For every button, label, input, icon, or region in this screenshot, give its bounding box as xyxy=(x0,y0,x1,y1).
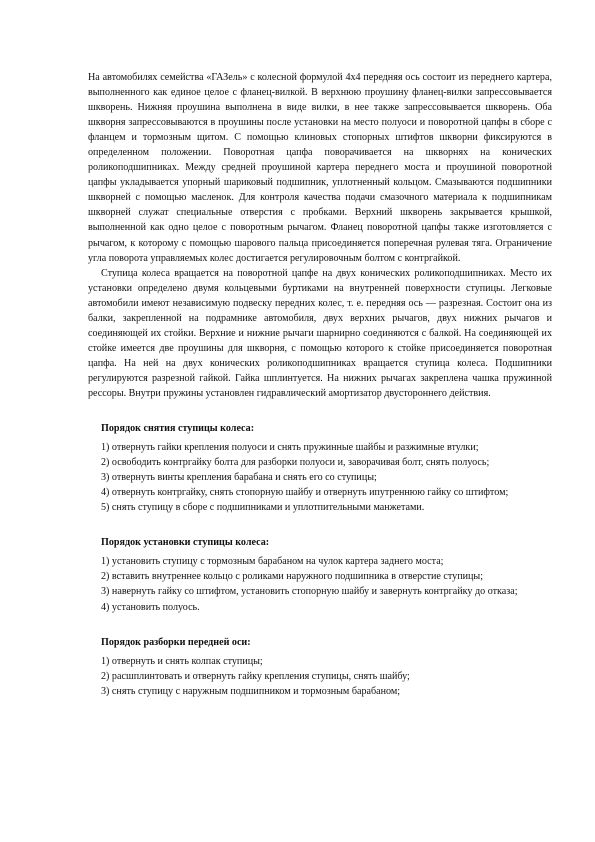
list-item: 1) отвернуть и снять колпак ступицы; xyxy=(101,655,263,667)
section-hub-installation xyxy=(88,535,552,614)
list-item: 2) вставить внутреннее кольцо с роликами наружного подшипника в отверстие ступицы; xyxy=(101,571,484,583)
section-heading: Порядок разборки передней оси: xyxy=(101,636,251,648)
list-item: 5) снять ступицу в сборе с подшипниками и уплотпительными манжетами. xyxy=(101,502,425,514)
step-list xyxy=(88,654,552,699)
step-list xyxy=(88,554,552,614)
step-list xyxy=(88,440,552,515)
list-item: 1) установить ступицу с тормозным барабаном на чулок картера заднего моста; xyxy=(101,556,444,568)
body-paragraph: На автомобилях семейства «ГАЗель» с колесной формулой 4х4 передняя ось состоит из переднего картера, выполненного как единое целое с фланец-вилкой. В верхнюю проушину фланец-вилки запрессовывается шкворень. Нижняя проушина выполнена в виде вилки, в нее также запрессовывается шкворень. Оба шкворня запрессовываются в проушины после установки на место полуоси и поворотной цапфы в сборе с фланцем и тормозным щитом. С помощью клиновых стопорных штифтов шкворни фиксируются в определенном положении. Поворотная цапфа поворачивается на шкворнях на конических роликоподшипниках. Между средней проушиной картера переднего моста и проушиной поворотной цапфы укладывается упорный шариковый подшипник, уплотненный кольцом. Смазываются подшипники шкворней с помощью масленок. Для контроля качества подачи смазочного материала к подшипникам шкворней служат специальные отверстия с пробками. Верхний шкворень закрывается крышкой, выполненной как одно целое с поворотным рычагом. Фланец поворотной цапфы также изготовляется с рычагом, к которому с помощью шарового пальца присоединяется поперечная рулевая тяга. Ограничение угла поворота управляемых колес достигается регулировочным болтом с контргайкой. xyxy=(88,72,552,264)
list-item: 4) отвернуть контргайку, снять стопорную шайбу и отвернуть ипутреннюю гайку со штифтом; xyxy=(101,487,509,499)
list-item: 4) установить полуось. xyxy=(101,601,200,613)
list-item: 3) снять ступицу с наружным подшипником и тормозным барабаном; xyxy=(101,685,401,697)
list-item: 3) отвернуть винты крепления барабана и снять его со ступицы; xyxy=(101,472,377,484)
document-page xyxy=(88,70,552,699)
section-heading: Порядок снятия ступицы колеса: xyxy=(101,423,255,435)
list-item: 2) освободить контргайку болта для разборки полуоси и, заворачивая болт, снять полуось; xyxy=(101,457,490,469)
list-item: 2) расшплинтовать и отвернуть гайку крепления ступицы, снять шайбу; xyxy=(101,670,410,682)
list-item: 3) навернуть гайку со штифтом, установить стопорную шайбу и завернуть контргайку до отказа; xyxy=(101,586,518,598)
body-paragraph: Ступица колеса вращается на поворотной цапфе на двух конических роликоподшипниках. Место их установки определено двумя кольцевыми буртиками на внутренней поверхности ступицы. Легковые автомобили имеют независимую подвеску передних колес, т. е. передняя ось — разрезная. Состоит она из балки, закрепленной на подрамнике автомобиля, двух верхних рычагов, двух нижних рычагов и соединяющей их стойки. Верхние и нижние рычаги шарнирно соединяются с балкой. На соединяющей их стойке имеется две проушины для шкворня, с помощью которого к стойке присоединяется поворотная цапфа. На ней на двух конических роликоподшипниках вращается ступица колеса. Подшипники регулируются разрезной гайкой. Гайка шплинтуется. На нижних рычагах закреплена чашка пружинной рессоры. Внутри пружины установлен гидравлический амортизатор двустороннего действия. xyxy=(88,267,552,399)
list-item: 1) отвернуть гайки крепления полуоси и снять пружинные шайбы и разжимные втулки; xyxy=(101,442,479,454)
section-hub-removal xyxy=(88,421,552,515)
section-heading: Порядок установки ступицы колеса: xyxy=(101,537,270,549)
section-front-axle-disassembly xyxy=(88,635,552,699)
